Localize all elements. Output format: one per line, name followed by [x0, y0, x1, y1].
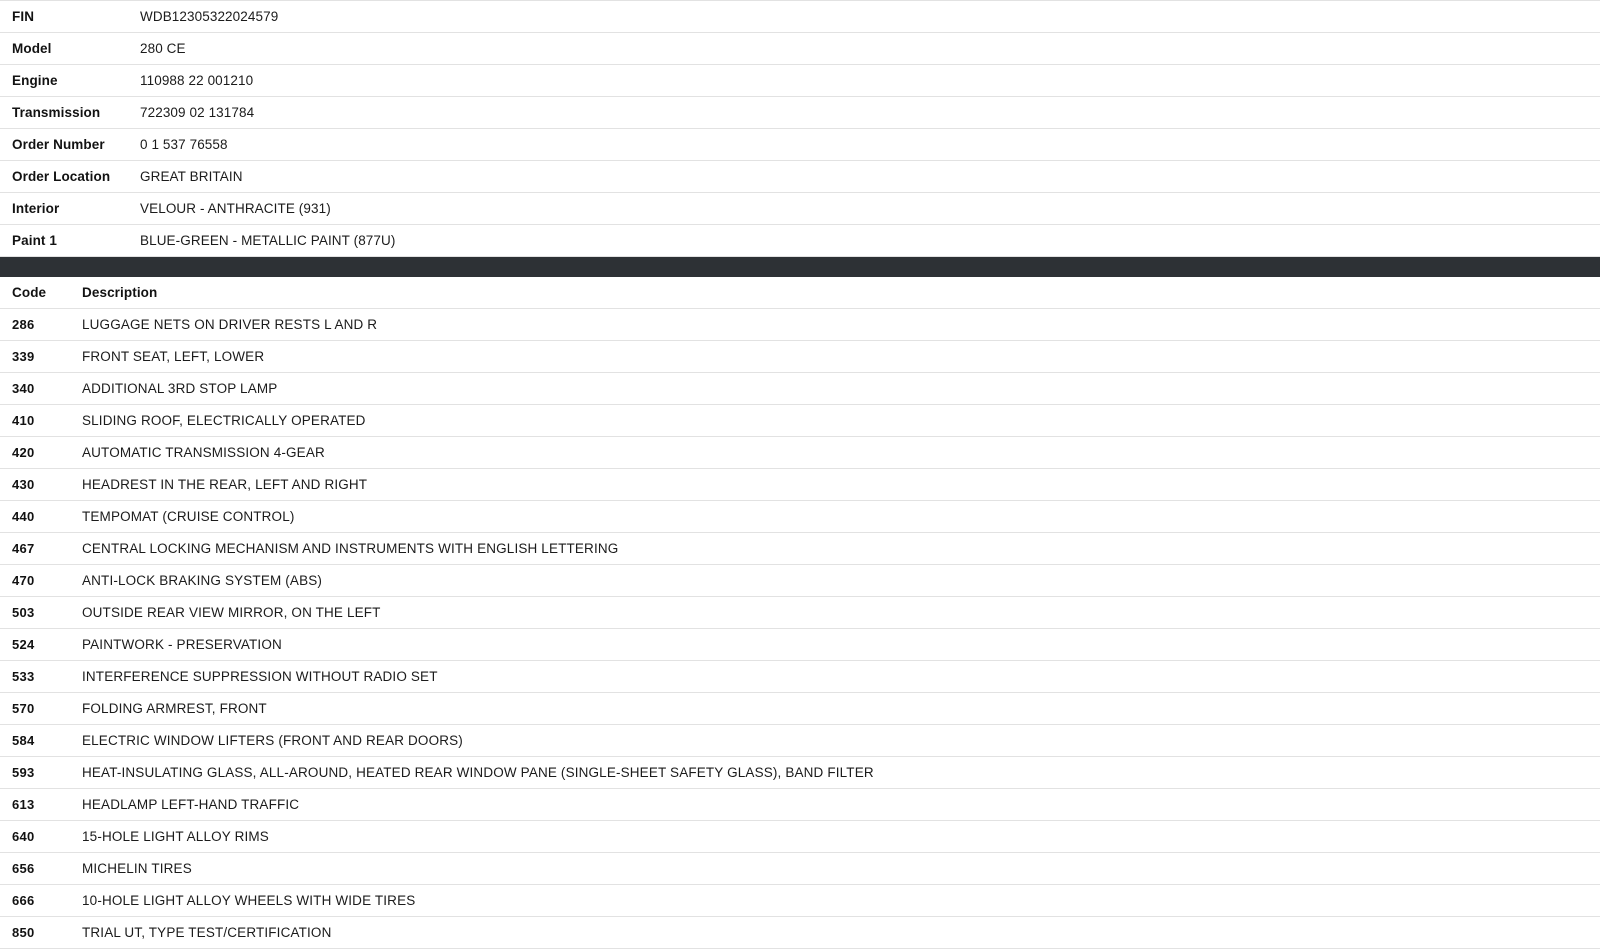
equipment-code: 570	[12, 701, 35, 716]
vehicle-info-row	[0, 65, 1600, 97]
equipment-code: 339	[12, 349, 35, 364]
equipment-description: HEAT-INSULATING GLASS, ALL-AROUND, HEATED REAR WINDOW PANE (SINGLE-SHEET SAFETY GLASS), BAND FILTER	[82, 765, 874, 780]
equipment-code: 467	[12, 541, 35, 556]
equipment-description: ELECTRIC WINDOW LIFTERS (FRONT AND REAR DOORS)	[82, 733, 463, 748]
vehicle-info-label: Order Location	[12, 169, 111, 184]
table-row	[0, 437, 1600, 469]
equipment-code: 666	[12, 893, 35, 908]
table-row	[0, 789, 1600, 821]
table-row	[0, 629, 1600, 661]
vehicle-info-row	[0, 1, 1600, 33]
table-row	[0, 469, 1600, 501]
equipment-description: HEADREST IN THE REAR, LEFT AND RIGHT	[82, 477, 368, 492]
equipment-code: 640	[12, 829, 35, 844]
table-row	[0, 821, 1600, 853]
vehicle-info-label: Engine	[12, 73, 58, 88]
equipment-description: TEMPOMAT (CRUISE CONTROL)	[82, 509, 295, 524]
equipment-description: 15-HOLE LIGHT ALLOY RIMS	[82, 829, 269, 844]
vehicle-info-value: VELOUR - ANTHRACITE (931)	[140, 201, 331, 216]
equipment-code: 593	[12, 765, 35, 780]
table-row	[0, 693, 1600, 725]
equipment-code: 410	[12, 413, 35, 428]
vehicle-info-value: WDB12305322024579	[140, 9, 279, 24]
table-row	[0, 309, 1600, 341]
vehicle-info-row	[0, 97, 1600, 129]
vehicle-info-value: BLUE-GREEN - METALLIC PAINT (877U)	[140, 233, 396, 248]
section-divider	[0, 257, 1600, 277]
vehicle-info-label: Paint 1	[12, 233, 57, 248]
equipment-code: 440	[12, 509, 35, 524]
equipment-code: 850	[12, 925, 35, 940]
vehicle-info-value: 722309 02 131784	[140, 105, 255, 120]
vehicle-info-label: Model	[12, 41, 52, 56]
equipment-code: 430	[12, 477, 35, 492]
vehicle-info-row	[0, 193, 1600, 225]
equipment-description: FRONT SEAT, LEFT, LOWER	[82, 349, 265, 364]
equipment-description: OUTSIDE REAR VIEW MIRROR, ON THE LEFT	[82, 605, 381, 620]
table-header-row	[0, 277, 1600, 309]
equipment-description: ANTI-LOCK BRAKING SYSTEM (ABS)	[82, 573, 323, 588]
table-row	[0, 917, 1600, 949]
equipment-codes-table-head	[0, 277, 1600, 309]
table-row	[0, 501, 1600, 533]
vehicle-info-value: 0 1 537 76558	[140, 137, 228, 152]
table-row	[0, 565, 1600, 597]
table-row	[0, 885, 1600, 917]
equipment-code: 470	[12, 573, 35, 588]
equipment-description: AUTOMATIC TRANSMISSION 4-GEAR	[82, 445, 325, 460]
vehicle-info-value: 110988 22 001210	[140, 73, 254, 88]
column-header-code: Code	[12, 285, 47, 300]
table-row	[0, 661, 1600, 693]
equipment-code: 286	[12, 317, 35, 332]
vehicle-info-label: Transmission	[12, 105, 101, 120]
equipment-description: LUGGAGE NETS ON DRIVER RESTS L AND R	[82, 317, 378, 332]
equipment-description: MICHELIN TIRES	[82, 861, 192, 876]
table-row	[0, 597, 1600, 629]
equipment-description: INTERFERENCE SUPPRESSION WITHOUT RADIO SET	[82, 669, 438, 684]
equipment-codes-table-body	[0, 309, 1600, 949]
vehicle-info-label: Order Number	[12, 137, 105, 152]
vehicle-info-label: FIN	[12, 9, 35, 24]
equipment-code: 656	[12, 861, 35, 876]
vehicle-info-label: Interior	[12, 201, 60, 216]
equipment-code: 503	[12, 605, 35, 620]
column-header-description: Description	[82, 285, 158, 300]
vehicle-info-value: GREAT BRITAIN	[140, 169, 243, 184]
vehicle-info-row	[0, 161, 1600, 193]
equipment-description: TRIAL UT, TYPE TEST/CERTIFICATION	[82, 925, 332, 940]
equipment-codes-table	[0, 277, 1600, 949]
equipment-description: 10-HOLE LIGHT ALLOY WHEELS WITH WIDE TIRES	[82, 893, 416, 908]
table-row	[0, 373, 1600, 405]
equipment-description: FOLDING ARMREST, FRONT	[82, 701, 267, 716]
table-row	[0, 533, 1600, 565]
equipment-code: 420	[12, 445, 35, 460]
table-row	[0, 757, 1600, 789]
equipment-description: HEADLAMP LEFT-HAND TRAFFIC	[82, 797, 300, 812]
table-row	[0, 853, 1600, 885]
table-row	[0, 725, 1600, 757]
equipment-description: ADDITIONAL 3RD STOP LAMP	[82, 381, 278, 396]
equipment-description: PAINTWORK - PRESERVATION	[82, 637, 282, 652]
vehicle-info-table-body	[0, 1, 1600, 257]
table-row	[0, 405, 1600, 437]
equipment-code: 340	[12, 381, 35, 396]
vehicle-info-row	[0, 33, 1600, 65]
equipment-description: CENTRAL LOCKING MECHANISM AND INSTRUMENTS WITH ENGLISH LETTERING	[82, 541, 619, 556]
equipment-code: 584	[12, 733, 35, 748]
equipment-code: 533	[12, 669, 35, 684]
vehicle-info-row	[0, 129, 1600, 161]
vehicle-info-row	[0, 225, 1600, 257]
vehicle-info-value: 280 CE	[140, 41, 186, 56]
equipment-code: 524	[12, 637, 35, 652]
table-row	[0, 341, 1600, 373]
equipment-description: SLIDING ROOF, ELECTRICALLY OPERATED	[82, 413, 366, 428]
equipment-code: 613	[12, 797, 35, 812]
vehicle-info-table	[0, 0, 1600, 257]
